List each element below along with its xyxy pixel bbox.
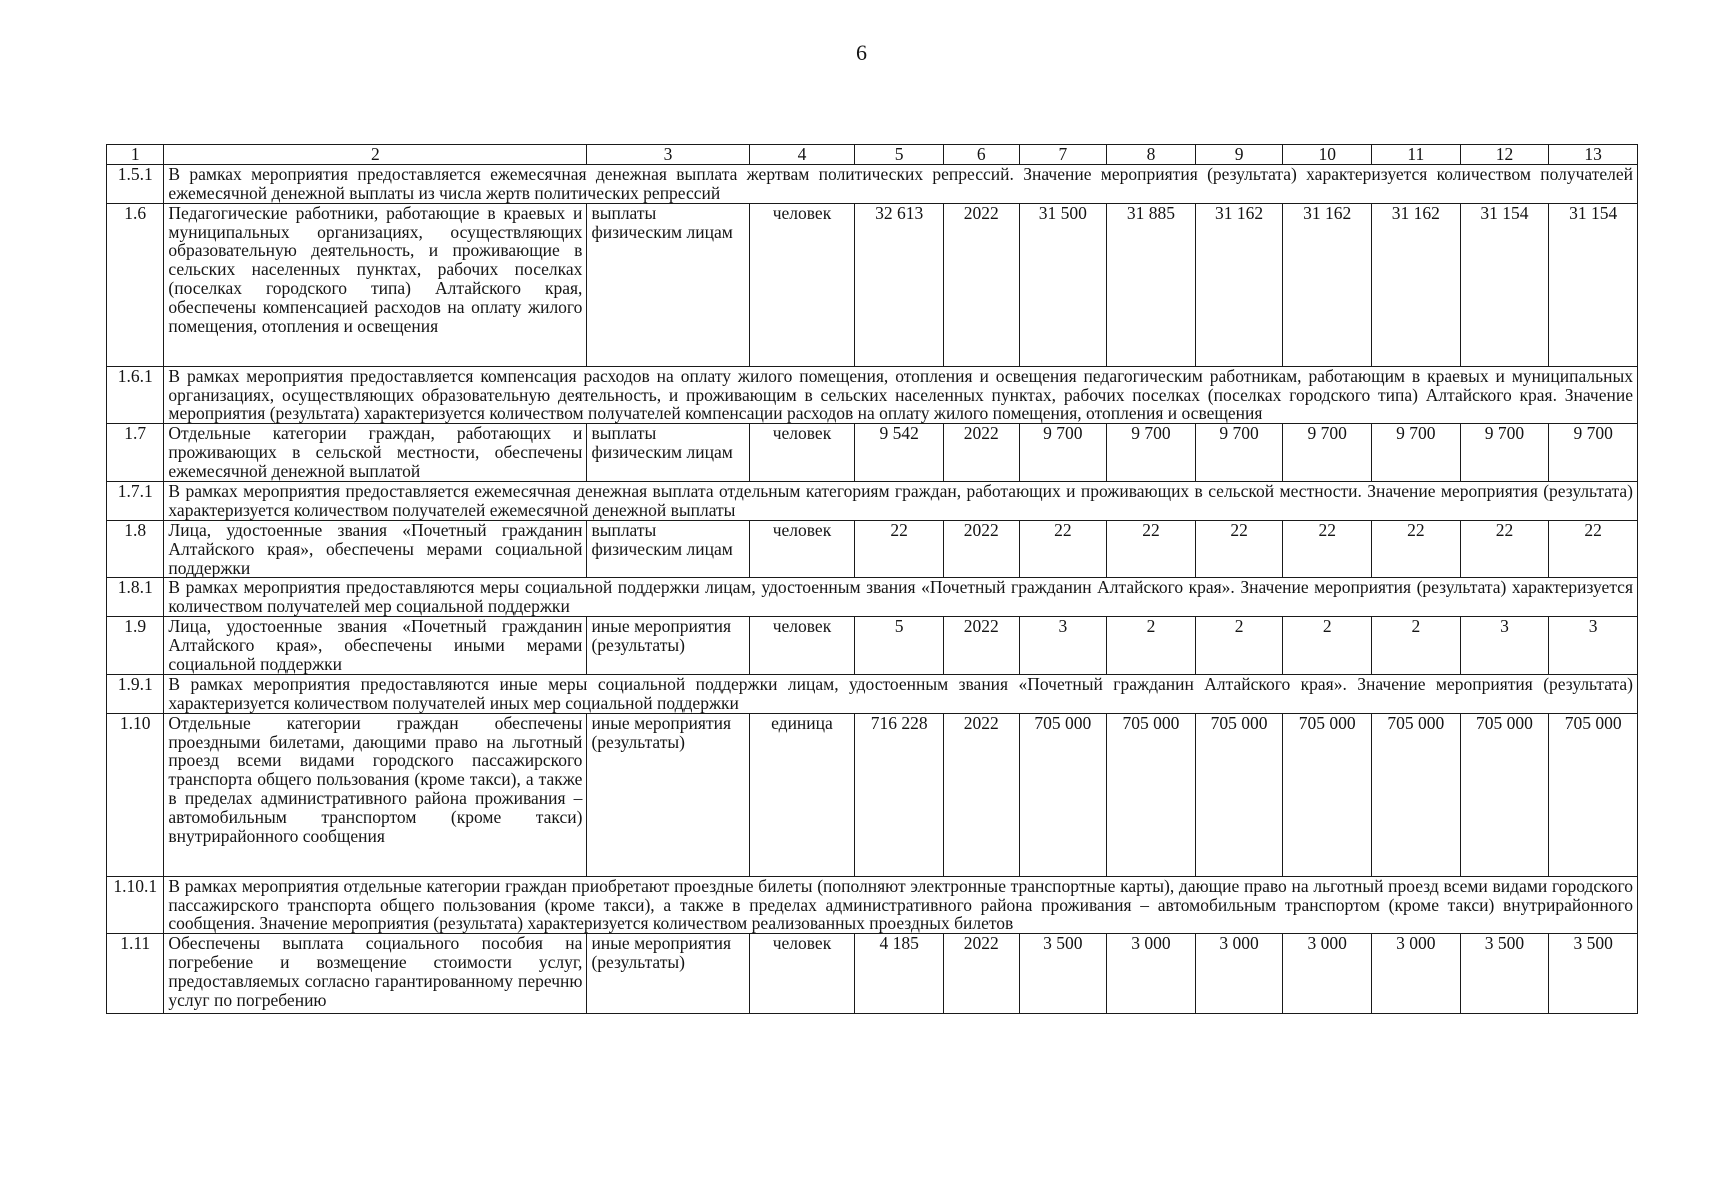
- value-cell: 3 000: [1107, 934, 1196, 1014]
- value-cell: 4 185: [855, 934, 944, 1014]
- value-cell: 3 500: [1019, 934, 1107, 1014]
- value-cell: 705 000: [1107, 713, 1196, 876]
- row-number: 1.11: [107, 934, 164, 1014]
- header-cell: 12: [1460, 145, 1549, 165]
- activity-type: выплаты физическим лицам: [587, 203, 749, 366]
- header-cell: 3: [587, 145, 749, 165]
- row-number: 1.7.1: [107, 482, 164, 521]
- unit-of-measure: единица: [749, 713, 855, 876]
- value-cell: 31 162: [1283, 203, 1372, 366]
- value-cell: 31 162: [1195, 203, 1283, 366]
- value-cell: 5: [855, 617, 944, 675]
- value-cell: 9 700: [1283, 424, 1372, 482]
- row-number: 1.5.1: [107, 164, 164, 203]
- indicator-name: Обеспечены выплата социального пособия на погребение и возмещение стоимости услуг, предоставляемых согласно гарантированному перечню услуг по погребению: [164, 934, 587, 1014]
- indicator-name: Отдельные категории граждан обеспечены проездными билетами, дающими право на льготный проезд всеми видами городского пассажирского транспорта общего пользования (кроме такси), а также в пределах административного района проживания – автомобильным транспортом (кроме такси) внутрирайонного сообщения: [164, 713, 587, 876]
- activity-type: иные мероприятия (результаты): [587, 934, 749, 1014]
- value-cell: 9 700: [1195, 424, 1283, 482]
- page-number: 6: [856, 40, 867, 65]
- value-cell: 31 162: [1372, 203, 1461, 366]
- indicator-name: Лица, удостоенные звания «Почетный гражданин Алтайского края», обеспечены мерами социальной поддержки: [164, 520, 587, 578]
- value-cell: 3 000: [1195, 934, 1283, 1014]
- table-row: [107, 934, 1638, 1014]
- table-row: [107, 424, 1638, 482]
- value-cell: 2: [1372, 617, 1461, 675]
- indicators-table: [106, 144, 1638, 1014]
- value-cell: 705 000: [1019, 713, 1107, 876]
- header-cell: 1: [107, 145, 164, 165]
- row-number: 1.9.1: [107, 674, 164, 713]
- unit-of-measure: человек: [749, 203, 855, 366]
- unit-of-measure: человек: [749, 617, 855, 675]
- value-cell: 3 000: [1283, 934, 1372, 1014]
- header-cell: 5: [855, 145, 944, 165]
- unit-of-measure: человек: [749, 424, 855, 482]
- value-cell: 2022: [943, 520, 1019, 578]
- unit-of-measure: человек: [749, 520, 855, 578]
- value-cell: 31 885: [1107, 203, 1196, 366]
- value-cell: 705 000: [1549, 713, 1638, 876]
- row-number: 1.6: [107, 203, 164, 366]
- row-number: 1.6.1: [107, 366, 164, 424]
- row-description: В рамках мероприятия предоставляются меры социальной поддержки лицам, удостоенным звания «Почетный гражданин Алтайского края». Значение мероприятия (результата) характеризуется количеством получателей мер социальной поддержки: [164, 578, 1638, 617]
- value-cell: 9 700: [1107, 424, 1196, 482]
- column-number-header-row: [107, 145, 1638, 165]
- table-row: [107, 617, 1638, 675]
- value-cell: 22: [1019, 520, 1107, 578]
- indicator-name: Отдельные категории граждан, работающих и проживающих в сельской местности, обеспечены ежемесячной денежной выплатой: [164, 424, 587, 482]
- value-cell: 9 700: [1019, 424, 1107, 482]
- row-description: В рамках мероприятия предоставляются иные меры социальной поддержки лицам, удостоенным звания «Почетный гражданин Алтайского края». Значение мероприятия (результата) характеризуется количеством получателей иных мер социальной поддержки: [164, 674, 1638, 713]
- value-cell: 9 700: [1460, 424, 1549, 482]
- value-cell: 9 700: [1372, 424, 1461, 482]
- value-cell: 705 000: [1283, 713, 1372, 876]
- value-cell: 22: [1549, 520, 1638, 578]
- value-cell: 2022: [943, 203, 1019, 366]
- value-cell: 3 500: [1549, 934, 1638, 1014]
- activity-type: иные мероприятия (результаты): [587, 713, 749, 876]
- table-row: [107, 520, 1638, 578]
- row-description: В рамках мероприятия предоставляется ежемесячная денежная выплата жертвам политических репрессий. Значение мероприятия (результата) характеризуется количеством получателей ежемесячной денежной выплаты из числа жертв политических репрессий: [164, 164, 1638, 203]
- row-description: В рамках мероприятия предоставляется ежемесячная денежная выплата отдельным категориям граждан, работающих и проживающих в сельской местности. Значение мероприятия (результата) характеризуется количеством получателей ежемесячной денежной выплаты: [164, 482, 1638, 521]
- value-cell: 716 228: [855, 713, 944, 876]
- description-row: [107, 674, 1638, 713]
- value-cell: 9 542: [855, 424, 944, 482]
- header-cell: 4: [749, 145, 855, 165]
- row-description: В рамках мероприятия предоставляется компенсация расходов на оплату жилого помещения, отопления и освещения педагогическим работникам, работающим в краевых и муниципальных организациях, осуществляющих образовательную деятельность, и проживающим в сельских населенных пунктах, рабочих поселках (поселках городского типа) Алтайского края. Значение мероприятия (результата) характеризуется количеством получателей компенсации расходов на оплату жилого помещения, отопления и освещения: [164, 366, 1638, 424]
- row-number: 1.9: [107, 617, 164, 675]
- row-number: 1.8.1: [107, 578, 164, 617]
- header-cell: 2: [164, 145, 587, 165]
- value-cell: 22: [1460, 520, 1549, 578]
- header-cell: 7: [1019, 145, 1107, 165]
- value-cell: 2022: [943, 934, 1019, 1014]
- value-cell: 3 500: [1460, 934, 1549, 1014]
- description-row: [107, 164, 1638, 203]
- header-cell: 8: [1107, 145, 1196, 165]
- value-cell: 22: [1195, 520, 1283, 578]
- value-cell: 705 000: [1372, 713, 1461, 876]
- value-cell: 3: [1019, 617, 1107, 675]
- value-cell: 3 000: [1372, 934, 1461, 1014]
- unit-of-measure: человек: [749, 934, 855, 1014]
- value-cell: 22: [1283, 520, 1372, 578]
- header-cell: 9: [1195, 145, 1283, 165]
- description-row: [107, 876, 1638, 934]
- row-number: 1.10: [107, 713, 164, 876]
- header-cell: 6: [943, 145, 1019, 165]
- value-cell: 32 613: [855, 203, 944, 366]
- value-cell: 31 154: [1549, 203, 1638, 366]
- value-cell: 2: [1107, 617, 1196, 675]
- header-cell: 13: [1549, 145, 1638, 165]
- value-cell: 705 000: [1460, 713, 1549, 876]
- table-row: [107, 203, 1638, 366]
- table-row: [107, 713, 1638, 876]
- value-cell: 705 000: [1195, 713, 1283, 876]
- value-cell: 31 500: [1019, 203, 1107, 366]
- row-number: 1.10.1: [107, 876, 164, 934]
- activity-type: выплаты физическим лицам: [587, 520, 749, 578]
- value-cell: 2: [1283, 617, 1372, 675]
- description-row: [107, 482, 1638, 521]
- value-cell: 2022: [943, 713, 1019, 876]
- value-cell: 2: [1195, 617, 1283, 675]
- description-row: [107, 366, 1638, 424]
- value-cell: 22: [1107, 520, 1196, 578]
- activity-type: иные мероприятия (результаты): [587, 617, 749, 675]
- indicator-name: Педагогические работники, работающие в краевых и муниципальных организациях, осуществляющих образовательную деятельность, и проживающие в сельских населенных пунктах, рабочих поселках (поселках городского типа) Алтайского края, обеспечены компенсацией расходов на оплату жилого помещения, отопления и освещения: [164, 203, 587, 366]
- indicator-name: Лица, удостоенные звания «Почетный гражданин Алтайского края», обеспечены иными мерами социальной поддержки: [164, 617, 587, 675]
- value-cell: 3: [1460, 617, 1549, 675]
- row-description: В рамках мероприятия отдельные категории граждан приобретают проездные билеты (пополняют электронные транспортные карты), дающие право на льготный проезд всеми видами городского пассажирского транспорта общего пользования (кроме такси), а также в пределах административного района проживания – автомобильным транспортом (кроме такси) внутрирайонного сообщения. Значение мероприятия (результата) характеризуется количеством реализованных проездных билетов: [164, 876, 1638, 934]
- activity-type: выплаты физическим лицам: [587, 424, 749, 482]
- value-cell: 2022: [943, 424, 1019, 482]
- value-cell: 22: [855, 520, 944, 578]
- value-cell: 9 700: [1549, 424, 1638, 482]
- description-row: [107, 578, 1638, 617]
- header-cell: 11: [1372, 145, 1461, 165]
- value-cell: 3: [1549, 617, 1638, 675]
- header-cell: 10: [1283, 145, 1372, 165]
- value-cell: 22: [1372, 520, 1461, 578]
- row-number: 1.8: [107, 520, 164, 578]
- value-cell: 31 154: [1460, 203, 1549, 366]
- row-number: 1.7: [107, 424, 164, 482]
- value-cell: 2022: [943, 617, 1019, 675]
